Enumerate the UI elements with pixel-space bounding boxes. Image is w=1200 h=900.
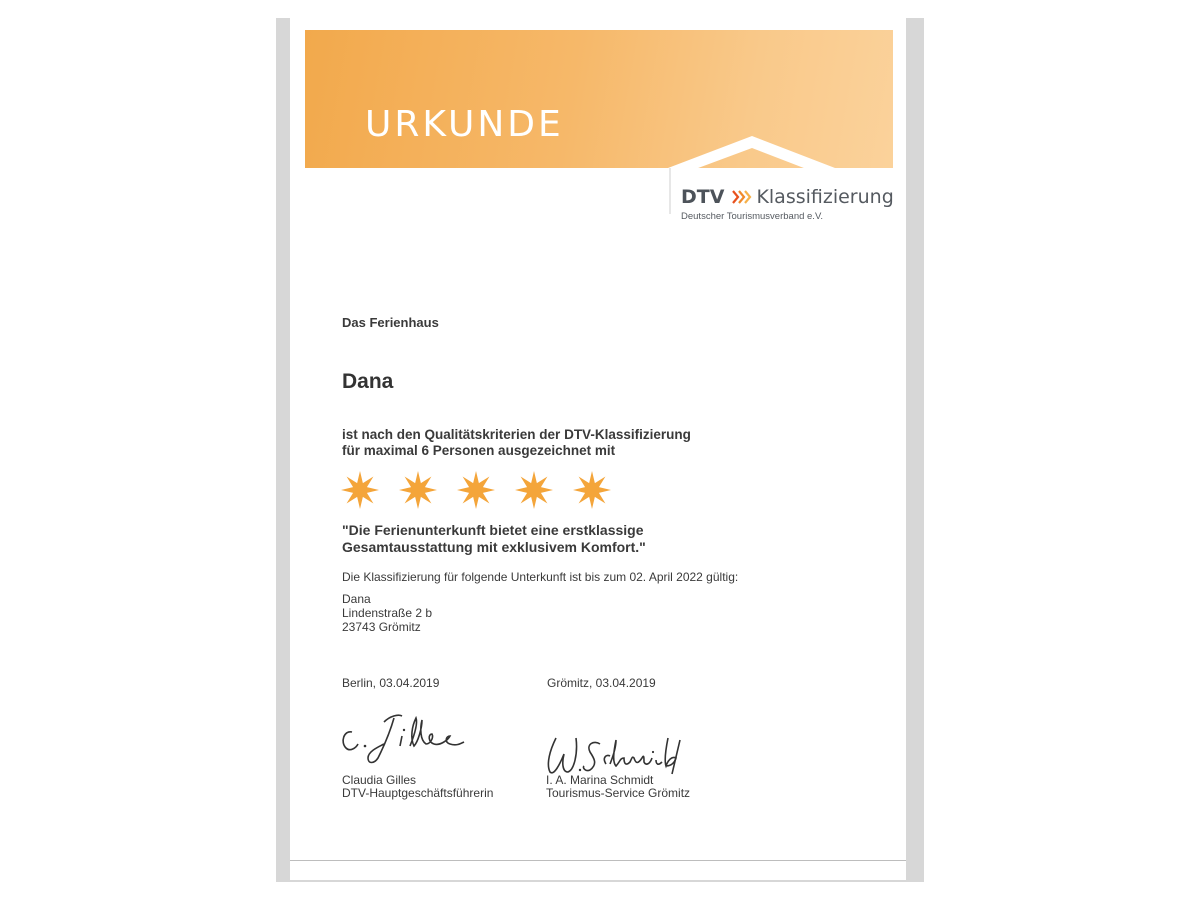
address-city: 23743 Grömitz [342,620,421,634]
validity-text: Die Klassifizierung für folgende Unterkunft ist bis zum 02. April 2022 gültig: [342,570,739,584]
certificate-page [290,18,906,880]
star-icon [514,470,554,510]
signatory-left-role: DTV-Hauptgeschäftsführerin [342,786,494,800]
quote-line-1: "Die Ferienunterkunft bietet eine erstklassige [342,522,644,538]
star-rating [340,470,612,510]
quote-line-2: Gesamtausstattung mit exklusivem Komfort." [342,539,646,555]
property-label: Das Ferienhaus [342,315,439,330]
logo-brand: DTV [681,186,725,208]
star-icon [572,470,612,510]
criteria-line-2: für maximal 6 Personen ausgezeichnet mit [342,443,616,458]
star-icon [398,470,438,510]
logo-subtitle: Deutscher Tourismusverband e.V. [681,211,824,222]
address-street: Lindenstraße 2 b [342,606,433,620]
star-icon [456,470,496,510]
signatory-left [342,774,493,800]
place-date-right: Grömitz, 03.04.2019 [547,676,656,690]
address-block [342,592,432,634]
rating-quote [342,522,646,556]
chevrons-icon [730,188,752,206]
signature-gilles [338,702,488,772]
dtv-logo [681,186,894,222]
property-name: Dana [342,370,394,393]
address-name: Dana [342,592,371,606]
logo-name: Klassifizierung [756,186,894,208]
star-icon [340,470,380,510]
criteria-line-1: ist nach den Qualitätskriterien der DTV-Klassifizierung [342,427,691,442]
signatory-left-name: Claudia Gilles [342,773,417,787]
criteria-text [342,427,691,459]
banner-title: URKUNDE [365,104,564,145]
signatory-right-role: Tourismus-Service Grömitz [546,786,691,800]
signatory-right-name: I. A. Marina Schmidt [546,773,654,787]
place-date-left: Berlin, 03.04.2019 [342,676,440,690]
bottom-divider [290,860,906,861]
signatory-right [546,774,690,800]
